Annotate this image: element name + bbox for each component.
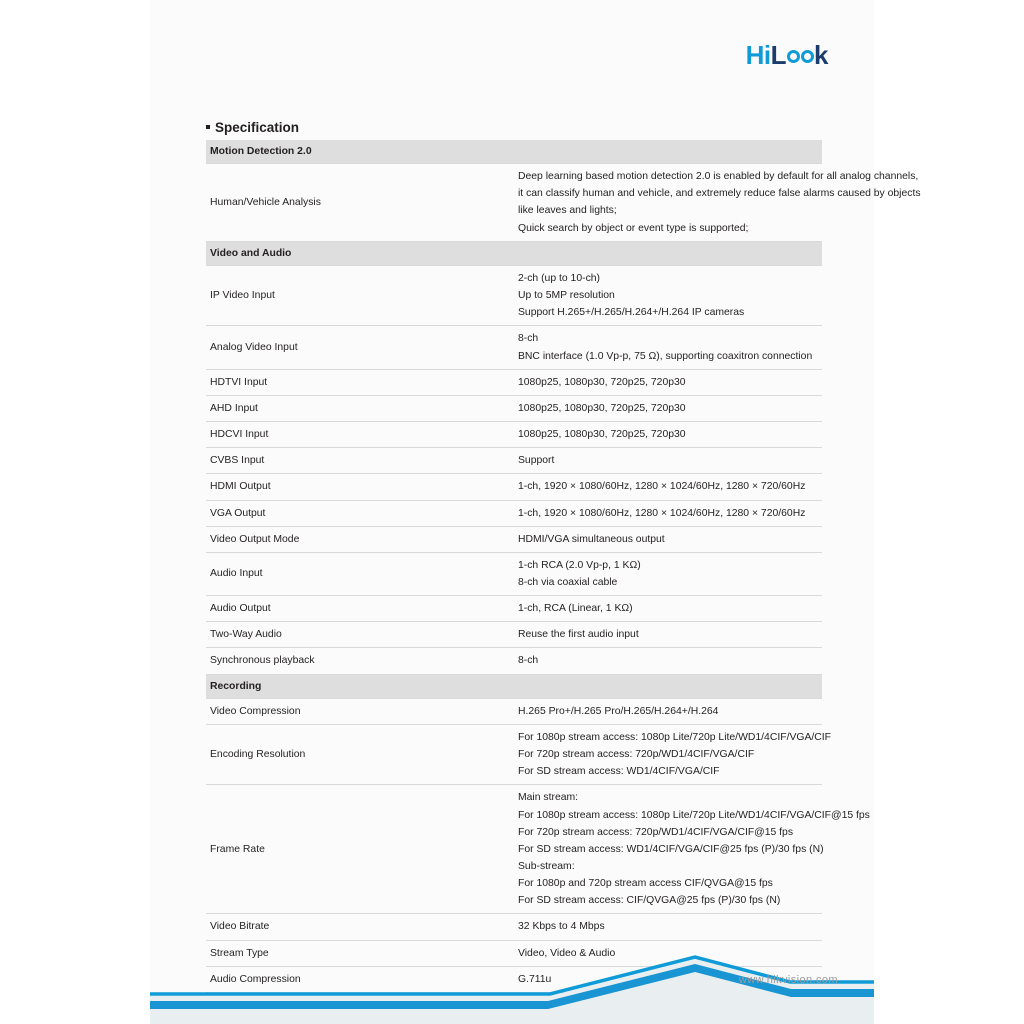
table-row: [206, 164, 822, 242]
logo-ring-left: [787, 50, 800, 63]
table-row-value-lines: [518, 330, 816, 364]
table-row-label: HDMI Output: [206, 474, 514, 500]
table-row-value-line: HDMI/VGA simultaneous output: [518, 533, 665, 545]
table-row-value-lines: [518, 652, 816, 669]
table-row-value: [514, 326, 822, 369]
hilook-logo: [746, 40, 828, 71]
table-row-value-line: Reuse the first audio input: [518, 629, 639, 641]
table-row-value-lines: [518, 600, 816, 617]
table-row: [206, 596, 822, 622]
bullet-square-icon: [206, 125, 210, 129]
table-row: [206, 326, 822, 369]
section-title-label: Specification: [215, 120, 300, 135]
table-row-label: Video Output Mode: [206, 526, 514, 552]
table-row-value-line: 1080p25, 1080p30, 720p25, 720p30: [518, 376, 686, 388]
table-row-value: [514, 526, 822, 552]
table-row-value: [514, 648, 822, 674]
table-row-value-lines: [518, 626, 816, 643]
table-row-value-line: 1-ch, 1920 × 1080/60Hz, 1280 × 1024/60Hz, 1280 × 720/60Hz: [518, 507, 806, 519]
table-row-label: Two-Way Audio: [206, 622, 514, 648]
table-row: [206, 395, 822, 421]
table-row-value-line: 8-ch: [518, 655, 539, 667]
logo-k-text: k: [814, 40, 828, 70]
table-row-label: Synchronous playback: [206, 648, 514, 674]
table-row-value: [514, 622, 822, 648]
table-row-value-line: Sub-stream:: [518, 861, 575, 872]
wave-light-band: [150, 959, 874, 1024]
table-row-value-lines: [518, 168, 921, 237]
table-group-row: [206, 674, 822, 698]
table-row: [206, 369, 822, 395]
table-row-value-lines: [518, 478, 816, 495]
table-group-row: [206, 140, 822, 164]
table-row-value: [514, 596, 822, 622]
table-row-value-line: 8-ch via coaxial cable: [518, 576, 618, 588]
table-row-value: [514, 265, 822, 325]
table-row-value-line: G.711u: [518, 973, 552, 985]
table-row-value-lines: [518, 531, 816, 548]
table-group-label: Motion Detection 2.0: [206, 140, 822, 164]
table-row-value-line: it can classify human and vehicle, and extremely reduce false alarms caused by objects: [518, 188, 921, 200]
table-row-value-lines: [518, 557, 816, 591]
table-row-value-line: like leaves and lights;: [518, 205, 617, 217]
table-row-value-line: 32 Kbps to 4 Mbps: [518, 921, 605, 933]
table-row: [206, 622, 822, 648]
table-row-value: [514, 164, 921, 242]
table-row-label: CVBS Input: [206, 448, 514, 474]
table-row-value-line: 1-ch, RCA (Linear, 1 KΩ): [518, 603, 633, 615]
table-row-value-line: Main stream:: [518, 792, 579, 804]
table-row-value-lines: [518, 374, 816, 391]
logo-rings: [786, 40, 814, 71]
table-row: [206, 448, 822, 474]
table-row-value-lines: [518, 505, 816, 522]
table-row: [206, 698, 822, 724]
table-row-value-line: For 1080p and 720p stream access CIF/QVGA@15 fps: [518, 878, 773, 890]
table-row: [206, 500, 822, 526]
table-row-value-lines: [518, 400, 816, 417]
table-row-label: Human/Vehicle Analysis: [206, 164, 514, 242]
table-row-label: Audio Compression: [206, 966, 514, 992]
table-row: [206, 724, 822, 784]
table-row-value-lines: [518, 729, 832, 780]
table-row: [206, 422, 822, 448]
table-row-label: HDTVI Input: [206, 369, 514, 395]
table-row-value: [514, 422, 822, 448]
footer-wave-graphic: [150, 864, 874, 1024]
table-row-value-line: 2-ch (up to 10-ch): [518, 272, 601, 284]
table-row-label: Video Compression: [206, 698, 514, 724]
table-row-value: [514, 724, 832, 784]
table-row-value-line: H.265 Pro+/H.265 Pro/H.265/H.264+/H.264: [518, 705, 719, 717]
table-group-label: Recording: [206, 674, 822, 698]
table-row-value: [514, 698, 822, 724]
table-row-label: IP Video Input: [206, 265, 514, 325]
table-row-value-line: 1080p25, 1080p30, 720p25, 720p30: [518, 402, 686, 414]
table-row-value-line: For 720p stream access: 720p/WD1/4CIF/VGA/CIF: [518, 749, 755, 761]
table-row-value: [514, 395, 822, 421]
table-row-label: Audio Input: [206, 552, 514, 595]
table-row-value-line: For 1080p stream access: 1080p Lite/720p Lite/WD1/4CIF/VGA/CIF@15 fps: [518, 809, 870, 821]
table-row-label: AHD Input: [206, 395, 514, 421]
table-row-label: VGA Output: [206, 500, 514, 526]
page-title: [206, 120, 299, 135]
table-row-value-line: For 720p stream access: 720p/WD1/4CIF/VGA/CIF@15 fps: [518, 826, 794, 838]
table-row-value: [514, 474, 822, 500]
table-row-value-line: Deep learning based motion detection 2.0 is enabled by default for all analog channels,: [518, 171, 919, 183]
footer-url: www.hikvision.com: [738, 974, 838, 986]
table-row-value-lines: [518, 270, 816, 321]
table-row-value: [514, 500, 822, 526]
table-row-value-line: 1-ch RCA (2.0 Vp-p, 1 KΩ): [518, 559, 641, 571]
table-row: [206, 474, 822, 500]
table-row: [206, 265, 822, 325]
table-row-label: HDCVI Input: [206, 422, 514, 448]
table-row-label: Video Bitrate: [206, 914, 514, 940]
table-row-label: Audio Output: [206, 596, 514, 622]
table-row-value-line: Video, Video & Audio: [518, 947, 616, 959]
table-row-label: Frame Rate: [206, 785, 514, 914]
wave-svg: [150, 864, 874, 1024]
table-row-value-lines: [518, 703, 816, 720]
table-row-value-line: 1-ch, 1920 × 1080/60Hz, 1280 × 1024/60Hz, 1280 × 720/60Hz: [518, 481, 806, 493]
table-row-value-line: Quick search by object or event type is supported;: [518, 222, 749, 234]
table-row: [206, 526, 822, 552]
table-row: [206, 552, 822, 595]
table-row-value-lines: [518, 452, 816, 469]
table-group-row: [206, 241, 822, 265]
table-row: [206, 648, 822, 674]
table-row-value-line: Support: [518, 455, 555, 467]
table-row-value-line: Support H.265+/H.265/H.264+/H.264 IP cameras: [518, 307, 745, 319]
table-row-value-line: Up to 5MP resolution: [518, 290, 615, 302]
table-row-value: [514, 552, 822, 595]
table-row-label: Analog Video Input: [206, 326, 514, 369]
table-group-label: Video and Audio: [206, 241, 822, 265]
table-row-value-line: BNC interface (1.0 Vp-p, 75 Ω), supporting coaxitron connection: [518, 350, 813, 362]
logo-ring-right: [801, 50, 814, 63]
table-row-value-line: For SD stream access: WD1/4CIF/VGA/CIF: [518, 766, 720, 778]
table-row-value-line: 8-ch: [518, 333, 539, 345]
table-row-value-lines: [518, 426, 816, 443]
table-row-label: Encoding Resolution: [206, 724, 514, 784]
table-row-value-line: For SD stream access: CIF/QVGA@25 fps (P)/30 fps (N): [518, 895, 781, 907]
logo-l-text: L: [770, 40, 787, 70]
table-row-value-line: 1080p25, 1080p30, 720p25, 720p30: [518, 429, 686, 441]
table-row-value-line: For SD stream access: WD1/4CIF/VGA/CIF@25 fps (P)/30 fps (N): [518, 843, 824, 855]
table-row-value: [514, 448, 822, 474]
table-row-value-line: For 1080p stream access: 1080p Lite/720p Lite/WD1/4CIF/VGA/CIF: [518, 731, 832, 743]
table-row-value: [514, 369, 822, 395]
table-row-label: Stream Type: [206, 940, 514, 966]
logo-hi-text: Hi: [745, 40, 771, 70]
